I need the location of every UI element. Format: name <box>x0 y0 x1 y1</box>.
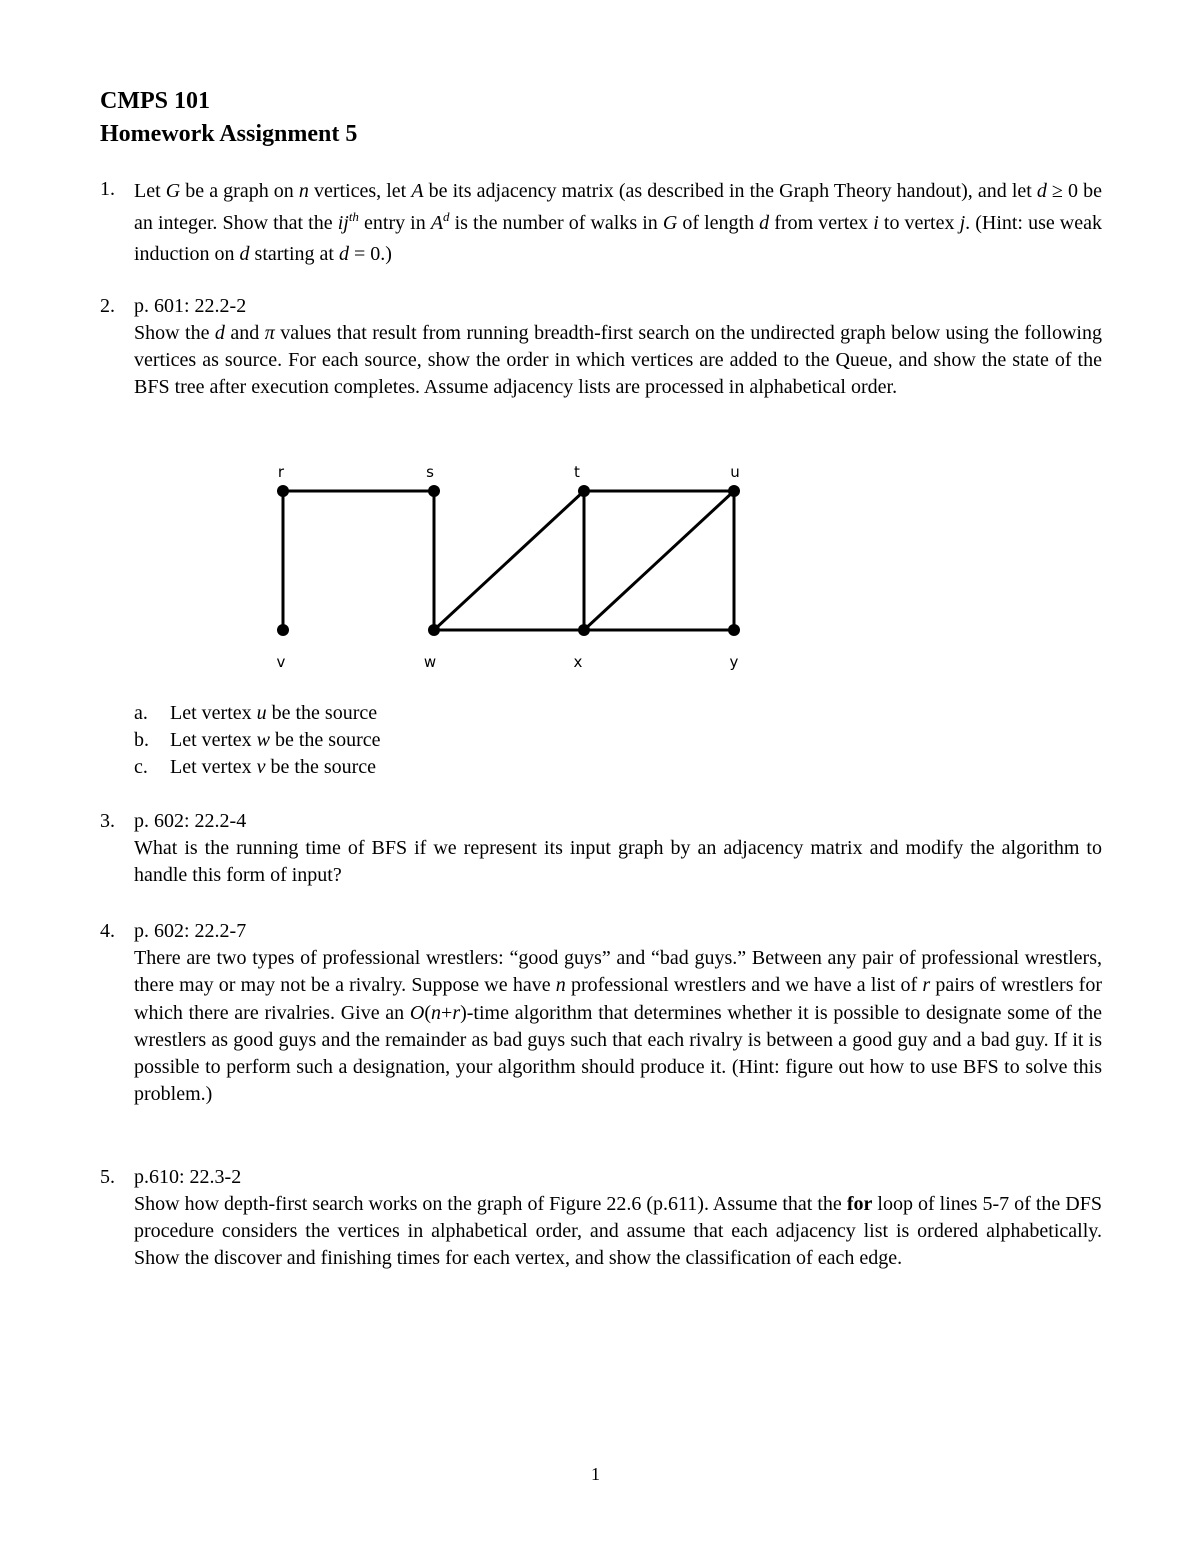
problem-number: 4. <box>100 920 115 942</box>
vertex-s <box>428 485 440 497</box>
vertex-label-y: y <box>729 653 739 671</box>
textbook-reference: p.610: 22.3-2 <box>134 1166 242 1188</box>
problem-number: 3. <box>100 810 115 832</box>
problem-text: p. 601: 22.2-2 Show the d and π values that result from running breadth-first search on the undirected graph below using the following vertices as source. For each source, show the order in which vertices are added to the Queue, and show the state of the BFS tree after execution completes. Assume adjacency lists are processed in alphabetical order. <box>134 295 1102 398</box>
vertex-u <box>728 485 740 497</box>
vertex-x <box>578 624 590 636</box>
vertex-label-s: s <box>426 463 434 481</box>
vertex-r <box>277 485 289 497</box>
assignment-title: Homework Assignment 5 <box>100 121 358 147</box>
vertex-t <box>578 485 590 497</box>
vertex-v <box>277 624 289 636</box>
vertex-label-t: t <box>574 463 580 481</box>
textbook-reference: p. 602: 22.2-4 <box>134 810 247 832</box>
edge-x-u <box>584 491 734 630</box>
vertex-label-v: v <box>276 653 286 671</box>
course-title: CMPS 101 <box>100 88 210 114</box>
vertex-y <box>728 624 740 636</box>
bfs-graph-figure <box>250 455 770 680</box>
problem-text: p. 602: 22.2-7 There are two types of professional wrestlers: “good guys” and “bad guys.” Between any pair of professional wrestlers, there may or may not be a rivalry. Suppose we have n professional wrestlers and we have a list of r pairs of wrestlers for which there are rivalries. Give an O(n+r)-time algorithm that determines whether it is possible to designate some of the wrestlers as good guys and the remainder as bad guys such that each rivalry is between a good guy and a bad guy. If it is possible to perform such a designation, your algorithm should produce it. (Hint: figure out how to use BFS to solve this problem.) <box>134 920 1103 1106</box>
problem-text: p.610: 22.3-2 Show how depth-first search works on the graph of Figure 22.6 (p.611). Assume that the for loop of lines 5-7 of the DFS procedure considers the vertices in alphabetical order, and assume that each adjacency list is ordered alphabetically. Show the discover and finishing times for each vertex, and show the classification of each edge. <box>134 1166 1102 1269</box>
vertex-label-x: x <box>573 653 583 671</box>
problem-text: p. 602: 22.2-4 What is the running time of BFS if we represent its input graph by an adjacency matrix and modify the algorithm to handle this form of input? <box>134 810 1102 886</box>
vertex-w <box>428 624 440 636</box>
textbook-reference: p. 601: 22.2-2 <box>134 295 247 317</box>
problem-number: 5. <box>100 1166 115 1188</box>
document-page: CMPS 101 Homework Assignment 5 1. Let G be a graph on n vertices, let A be its adjacency matrix (as described in the Graph Theory handout), and let d ≥ 0 be an integer. Show that the $ij^{th}$ entry in $A^d$ is the number of walks in G of length d from vertex i to vertex j. (Hint: use weak induction on d starting at d = 0.) 2. p. 601: 22.2-2 Show the d and π values that result from running breadth-first search on the undirected graph below using the following vertices as source. For each source, show the order in which vertices are added to the Queue, and show the state of the BFS tree after execution completes. Assume adjacency lists are processed in alphabetical order. r s t u v w x y a. Let vertex u be the source b. Let vertex w be the source c. Let vertex v be the source 3. p. 602: 22.2-4 What is the running time of BFS if we represent its input graph by an adjacency matrix and modify the algorithm to handle this form of input? 4. p. 602: 22.2-7 There are two types of professional wrestlers: “good guys” and “bad guys.” Between any pair of professional wrestlers, there may or may not be a rivalry. Suppose we have n professional wrestlers and we have a list of r pairs of wrestlers for which there are rivalries. Give an O(n+r)-time algorithm that determines whether it is possible to designate some of the wrestlers as good guys and the remainder as bad guys such that each rivalry is between a good guy and a bad guy. If it is possible to perform such a designation, your algorithm should produce it. (Hint: figure out how to use BFS to solve this problem.) 5. p.610: 22.3-2 Show how depth-first search works on the graph of Figure 22.6 (p.611). Assume that the for loop of lines 5-7 of the DFS procedure considers the vertices in alphabetical order, and assume that each adjacency list is ordered alphabetically. Show the discover and finishing times for each vertex, and show the classification of each edge. 1 <box>0 0 1200 1553</box>
problem-number: 1. <box>100 178 115 200</box>
page-number: 1 <box>591 1464 600 1484</box>
problem-text: Let G be a graph on n vertices, let A be its adjacency matrix (as described in the Graph Theory handout), and let d ≥ 0 be an integer. Show that the $ij^{th}$ entry in $A^d$ is the number of walks in G of length d from vertex i to vertex j. (Hint: use weak induction on d starting at d = 0.) <box>134 180 1103 265</box>
vertex-label-u: u <box>730 463 740 481</box>
vertex-label-w: w <box>423 653 437 671</box>
problem-number: 2. <box>100 295 115 317</box>
vertex-label-r: r <box>277 463 285 481</box>
edge-w-t <box>434 491 584 630</box>
textbook-reference: p. 602: 22.2-7 <box>134 920 247 942</box>
graph-edges <box>283 491 734 630</box>
